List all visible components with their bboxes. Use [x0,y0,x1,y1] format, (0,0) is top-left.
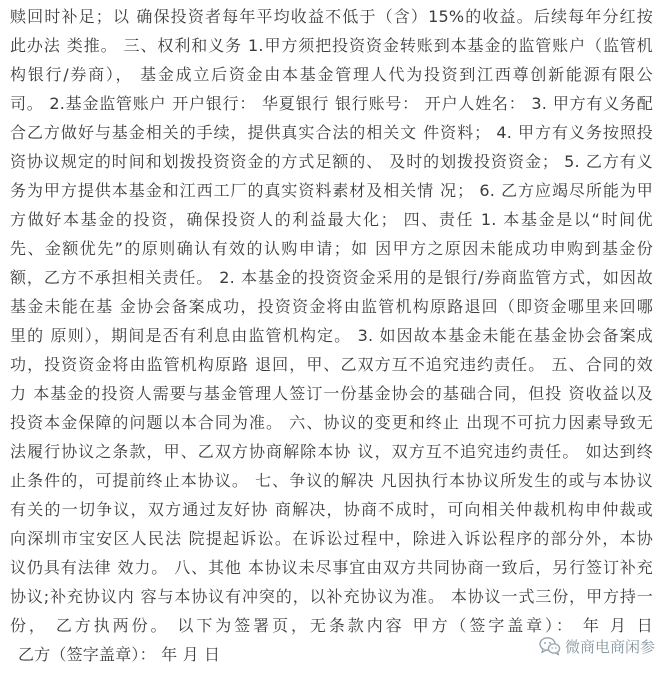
text-line: 合乙方做好与基金相关的手续，提供真实合法的相关文 件资料； 4. 甲方有义务按照投 [10,123,653,142]
text-line: 向深圳市宝安区人民法 院提起诉讼。在诉讼过程中，除进入诉讼程序的部分外，本协 [10,529,653,548]
text-line: 务为甲方提供本基金和江西工厂的真实资料素材及相关情 况； 6. 乙方应竭尽所能为甲 [10,181,653,200]
text-line: 司。 2.基金监管账户 开户银行： 华夏银行 银行账号： 开户人姓名： 3. 甲方有义务配 [10,94,653,113]
text-line: 法履行协议之条款，甲、乙双方协商解除本协 议，双方互不追究违约责任。 如达到终 [10,442,653,461]
text-line: 功，投资资金将由监管机构原路 退回，甲、乙双方互不追究违约责任。 五、合同的效 [10,355,653,374]
text-line: 议仍具有法律 效力。 八、其他 本协议未尽事宜由双方共同协商一致后，另行签订补充 [10,558,653,577]
text-line: 基金未能在基 金协会备案成功，投资资金将由监管机构原路退回（即资金哪里来回哪 [10,297,653,316]
text-line: 止条件的，可提前终止本协议。 七、争议的解决 凡因执行本协议所发生的或与本协议 [10,471,653,490]
text-line: 构银行/券商）， 基金成立后资金由本基金管理人代为投资到江西尊创新能源有限公 [10,65,653,84]
text-line: 乙方（签字盖章）： 年 月 日 [18,645,221,664]
text-line: 协议;补充协议内 容与本协议有冲突的，以补充协议为准。 本协议一式三份，甲方持一 [10,587,653,606]
text-line: 力 本基金的投资人需要与基金管理人签订一份基金协会的基础合同，但投 资收益以及 [10,384,653,403]
text-line: 赎回时补足；以 确保投资者每年平均收益不低于（含）15%的收益。后续每年分红按 [10,7,653,26]
text-line: 份， 乙方执两份。 以下为签署页，无条款内容 甲方（签字盖章）： 年 月 日 [10,616,653,635]
watermark-text: 微商电商闲参 [564,637,655,656]
watermark [539,634,655,658]
text-line: 里的 原则），期间是否有利息由监管机构定。 3. 如因故本基金未能在基金协会备案成 [10,326,653,345]
text-line: 方做好本基金的投资，确保投资人的利益最大化； 四、责任 1. 本基金是以“时间优 [10,210,653,229]
text-line: 此办法 类推。 三、权利和义务 1.甲方须把投资资金转账到本基金的监管账户（监管机 [10,36,653,55]
text-line: 有关的一切争议，双方通过友好协 商解决，协商不成时，可向相关仲裁机构申仲裁或 [10,500,653,519]
wechat-logo-icon [539,636,561,656]
text-line: 投资本金保障的问题以本合同为准。 六、协议的变更和终止 出现不可抗力因素导致无 [10,413,653,432]
text-line: 先、金额优先”的原则确认有效的认购申请；如 因甲方之原因未能成功申购到基金份 [10,239,653,258]
text-line: 额，乙方不承担相关责任。 2. 本基金的投资资金采用的是银行/券商监管方式，如因故 [10,268,653,287]
text-line: 资协议规定的时间和划拨投资资金的方式足额的、 及时的划拨投资资金； 5. 乙方有义 [10,152,653,171]
